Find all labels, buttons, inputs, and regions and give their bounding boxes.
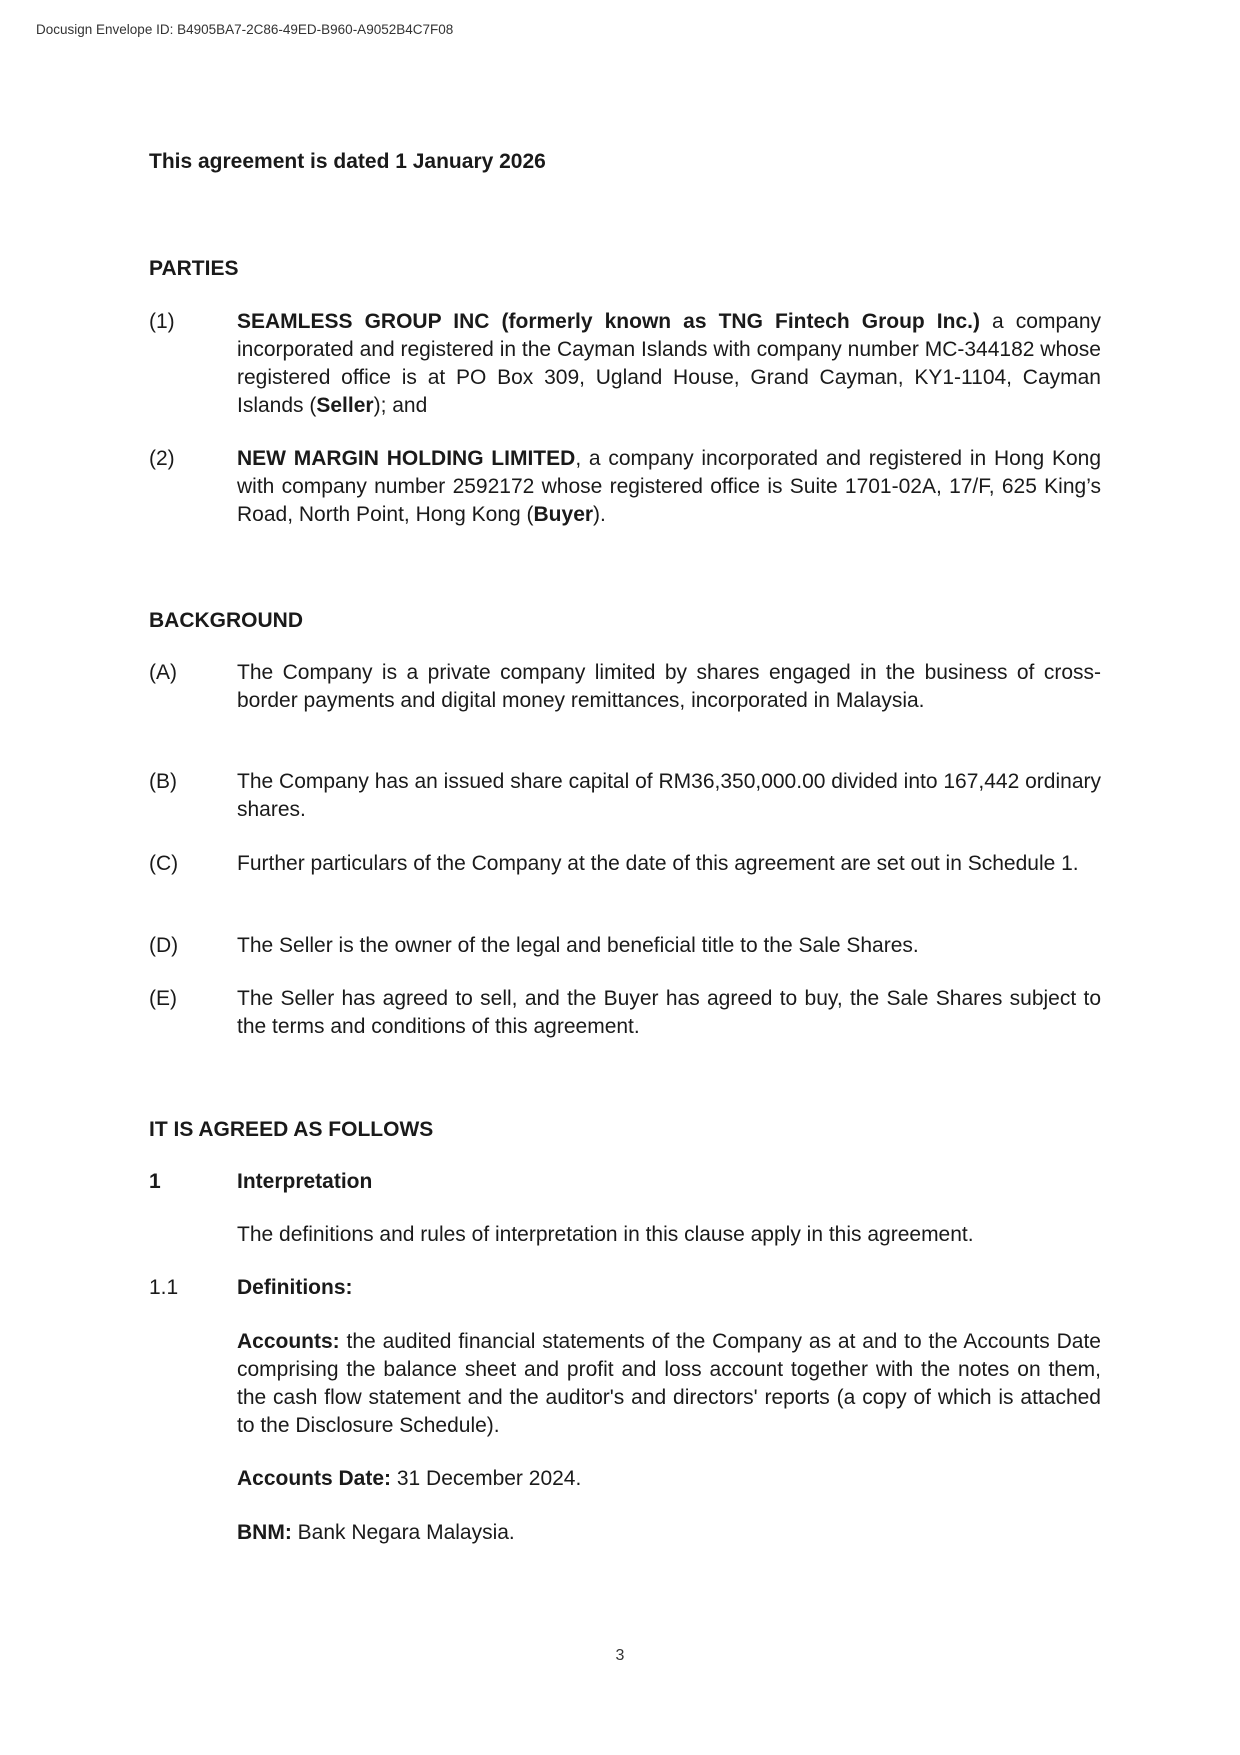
recital-letter: (D): [149, 934, 179, 957]
recital-text: The Seller is the owner of the legal and beneficial title to the Sale Shares.: [237, 934, 919, 957]
agreed-heading: IT IS AGREED AS FOLLOWS: [149, 1118, 434, 1141]
recital-text: The Company has an issued share capital of RM36,350,000.00 divided into 167,442 ordinary shares.: [237, 770, 1101, 821]
party-text: NEW MARGIN HOLDING LIMITED, a company incorporated and registered in Hong Kong with company number 2592172 whose registered office is Suite 1701-02A, 17/F, 625 King’s Road, North Point, Hong Kong (Buyer).: [237, 447, 1101, 526]
clause-title: Definitions:: [237, 1276, 353, 1299]
clause-1-text: The definitions and rules of interpretation in this clause apply in this agreement.: [237, 1223, 974, 1246]
recital-text: Further particulars of the Company at the date of this agreement are set out in Schedule 1.: [237, 852, 1079, 875]
recital-text: The Company is a private company limited by shares engaged in the business of cross-border payments and digital money remittances, incorporated in Malaysia.: [237, 661, 1101, 712]
recital-letter: (C): [149, 852, 179, 875]
definition-item: [237, 1328, 1101, 1440]
clause-1: [149, 1168, 1101, 1196]
party-role: Seller: [316, 394, 374, 417]
clause-title: Interpretation: [237, 1170, 373, 1193]
definition-text: the audited financial statements of the Company as at and to the Accounts Date comprising the balance sheet and profit and loss account together with the notes on them, the cash flow statement and the auditor's and directors' reports (a copy of which is attached to the Disclosure Schedule).: [237, 1330, 1101, 1437]
background-item: [149, 768, 1101, 824]
definition-item: [237, 1519, 1101, 1547]
party-number: (1): [149, 310, 175, 333]
party-item: [149, 445, 1101, 529]
definition-term: Accounts Date:: [237, 1467, 392, 1490]
background-item: [149, 850, 1101, 878]
definition-term: Accounts:: [237, 1330, 340, 1353]
party-name: SEAMLESS GROUP INC (formerly known as TNG Fintech Group Inc.): [237, 310, 980, 333]
recital-letter: (A): [149, 661, 177, 684]
background-heading: BACKGROUND: [149, 609, 303, 632]
background-item: [149, 985, 1101, 1041]
party-item: [149, 308, 1101, 420]
agreement-date: This agreement is dated 1 January 2026: [149, 150, 546, 173]
party-text: SEAMLESS GROUP INC (formerly known as TNG Fintech Group Inc.) a company incorporated and registered in the Cayman Islands with company number MC-344182 whose registered office is at PO Box 309, Ugland House, Grand Cayman, KY1-1104, Cayman Islands (Seller); and: [237, 310, 1101, 417]
definition-item: [237, 1465, 1101, 1493]
definition-text: Bank Negara Malaysia.: [291, 1521, 515, 1544]
party-role: Buyer: [533, 503, 594, 526]
background-item: [149, 659, 1101, 715]
envelope-id: Docusign Envelope ID: B4905BA7-2C86-49ED-B960-A9052B4C7F08: [36, 22, 454, 37]
clause-number: 1: [149, 1170, 161, 1193]
recital-text: The Seller has agreed to sell, and the Buyer has agreed to buy, the Sale Shares subject to the terms and conditions of this agreement.: [237, 987, 1101, 1038]
party-name: NEW MARGIN HOLDING LIMITED: [237, 447, 576, 470]
clause-number: 1.1: [149, 1276, 179, 1299]
definition-text: 31 December 2024.: [391, 1467, 582, 1490]
definition-term: BNM:: [237, 1521, 292, 1544]
clause-1-1: [149, 1274, 1101, 1302]
background-item: [149, 932, 1101, 960]
recital-letter: (E): [149, 987, 177, 1010]
page-number: 3: [615, 1647, 625, 1664]
recital-letter: (B): [149, 770, 177, 793]
parties-heading: PARTIES: [149, 257, 239, 280]
party-number: (2): [149, 447, 175, 470]
